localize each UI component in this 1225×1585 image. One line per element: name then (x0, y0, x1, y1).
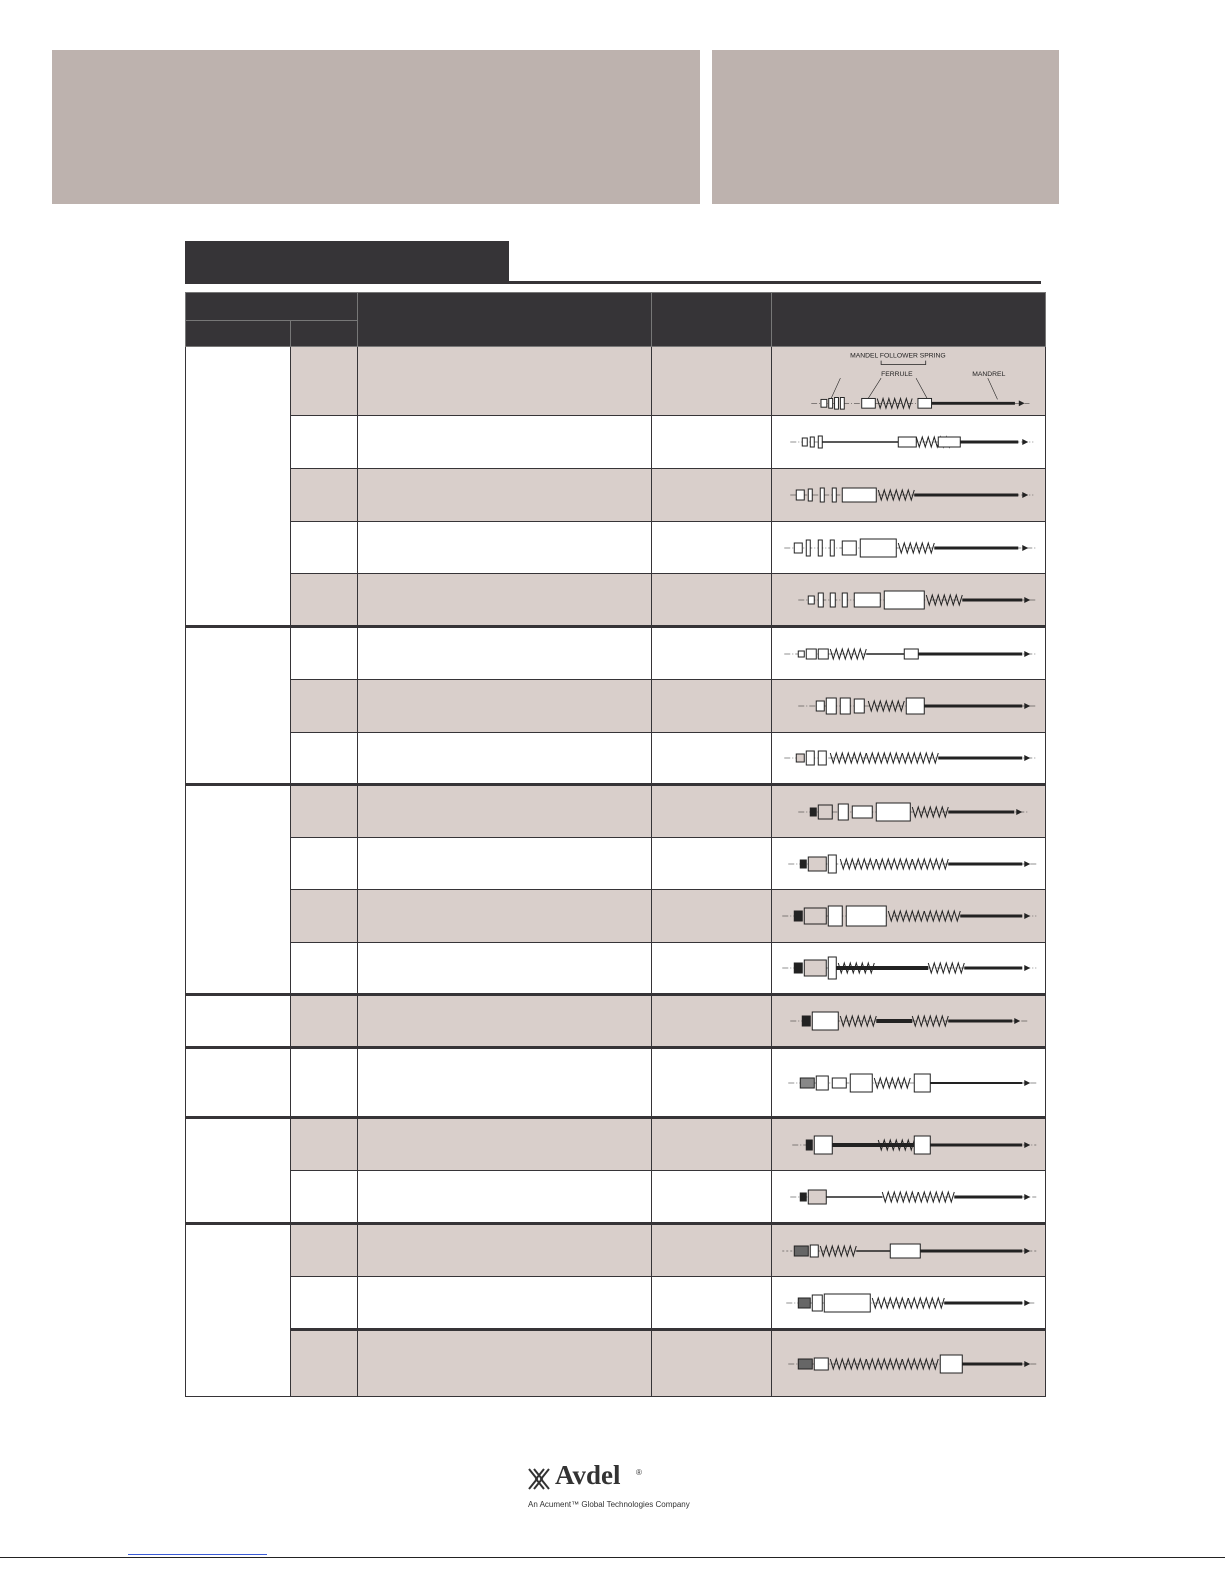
part-cell (291, 574, 358, 627)
registered-mark: ® (636, 1468, 642, 1477)
part-cell (291, 416, 358, 469)
page-bottom-rule (0, 1557, 1225, 1558)
nose-assembly-diagram (772, 522, 1046, 574)
part-cell (291, 838, 358, 890)
description-cell (358, 838, 652, 890)
quantity-cell (651, 416, 772, 469)
nose-assembly-diagram (772, 416, 1046, 469)
nose-assembly-diagram (772, 627, 1046, 680)
nose-assembly-diagram (772, 574, 1046, 627)
quantity-cell (651, 1277, 772, 1330)
quantity-cell (651, 995, 772, 1048)
quantity-cell (651, 680, 772, 733)
part-cell (291, 995, 358, 1048)
part-cell (291, 1118, 358, 1171)
ferrule-label: FERRULE (881, 371, 914, 379)
description-cell (358, 574, 652, 627)
nose-assembly-diagram (772, 995, 1046, 1048)
quantity-cell (651, 838, 772, 890)
part-cell (291, 785, 358, 838)
nose-assembly-diagram (772, 838, 1046, 890)
description-cell (358, 890, 652, 943)
nose-assembly-diagram (772, 1118, 1046, 1171)
description-cell (358, 522, 652, 574)
header-illustration (772, 293, 1046, 347)
description-cell (358, 1277, 652, 1330)
quantity-cell (651, 469, 772, 522)
nose-assembly-diagram (772, 1277, 1046, 1330)
group-cell-1 (186, 347, 291, 627)
part-cell (291, 347, 358, 416)
header-sub-type (186, 321, 291, 347)
mandrel-label: MANDREL (972, 371, 1006, 379)
quantity-cell (651, 785, 772, 838)
quantity-cell (651, 890, 772, 943)
part-cell (291, 680, 358, 733)
quantity-cell (651, 1171, 772, 1224)
part-cell (291, 522, 358, 574)
description-cell (358, 1330, 652, 1397)
part-cell (291, 1048, 358, 1118)
description-cell (358, 1171, 652, 1224)
quantity-cell (651, 627, 772, 680)
quantity-cell (651, 1330, 772, 1397)
header-quantity (651, 293, 772, 347)
part-cell (291, 469, 358, 522)
description-cell (358, 469, 652, 522)
avdel-mark-icon (528, 1468, 550, 1490)
part-cell (291, 1224, 358, 1277)
parts-table (185, 292, 1046, 1397)
description-cell (358, 943, 652, 995)
quantity-cell (651, 943, 772, 995)
description-cell (358, 1048, 652, 1118)
description-cell (358, 627, 652, 680)
quantity-cell (651, 1118, 772, 1171)
nose-assembly-diagram (772, 785, 1046, 838)
part-cell (291, 1277, 358, 1330)
nose-assembly-diagram (772, 680, 1046, 733)
mandrel-follower-spring-label: MANDEL FOLLOWER SPRING (850, 352, 947, 360)
part-cell (291, 1330, 358, 1397)
group-cell-7 (186, 1224, 291, 1397)
group-cell-6 (186, 1118, 291, 1224)
group-cell-5 (186, 1048, 291, 1118)
description-cell (358, 347, 652, 416)
nose-assembly-diagram (772, 890, 1046, 943)
header-banner-right (712, 50, 1059, 204)
quantity-cell (651, 733, 772, 785)
quantity-cell (651, 1224, 772, 1277)
nose-assembly-diagram (772, 1048, 1046, 1118)
nose-assembly-diagram (772, 1171, 1046, 1224)
header-sub-part (291, 321, 358, 347)
section-title-rule (185, 281, 1041, 284)
description-cell (358, 995, 652, 1048)
description-cell (358, 1118, 652, 1171)
quantity-cell (651, 347, 772, 416)
header-fastener-group (186, 293, 358, 321)
brand-tagline: An Acument™ Global Technologies Company (528, 1500, 690, 1509)
nose-assembly-diagram (772, 347, 1046, 416)
description-cell (358, 416, 652, 469)
avdel-logo (528, 1460, 698, 1514)
part-cell (291, 1171, 358, 1224)
group-cell-3 (186, 785, 291, 995)
description-cell (358, 733, 652, 785)
description-cell (358, 680, 652, 733)
nose-assembly-diagram (772, 943, 1046, 995)
header-description (358, 293, 652, 347)
part-cell (291, 943, 358, 995)
group-cell-4 (186, 995, 291, 1048)
nose-assembly-diagram (772, 1224, 1046, 1277)
nose-assembly-diagram (772, 1330, 1046, 1397)
link-underline[interactable] (128, 1554, 267, 1555)
group-cell-2 (186, 627, 291, 785)
nose-assembly-diagram (772, 733, 1046, 785)
description-cell (358, 785, 652, 838)
brand-name: Avdel (555, 1460, 621, 1490)
section-title-bar (185, 241, 509, 283)
part-cell (291, 627, 358, 680)
description-cell (358, 1224, 652, 1277)
nose-assembly-diagram (772, 469, 1046, 522)
part-cell (291, 733, 358, 785)
header-banner-left (52, 50, 700, 204)
quantity-cell (651, 522, 772, 574)
quantity-cell (651, 574, 772, 627)
quantity-cell (651, 1048, 772, 1118)
part-cell (291, 890, 358, 943)
